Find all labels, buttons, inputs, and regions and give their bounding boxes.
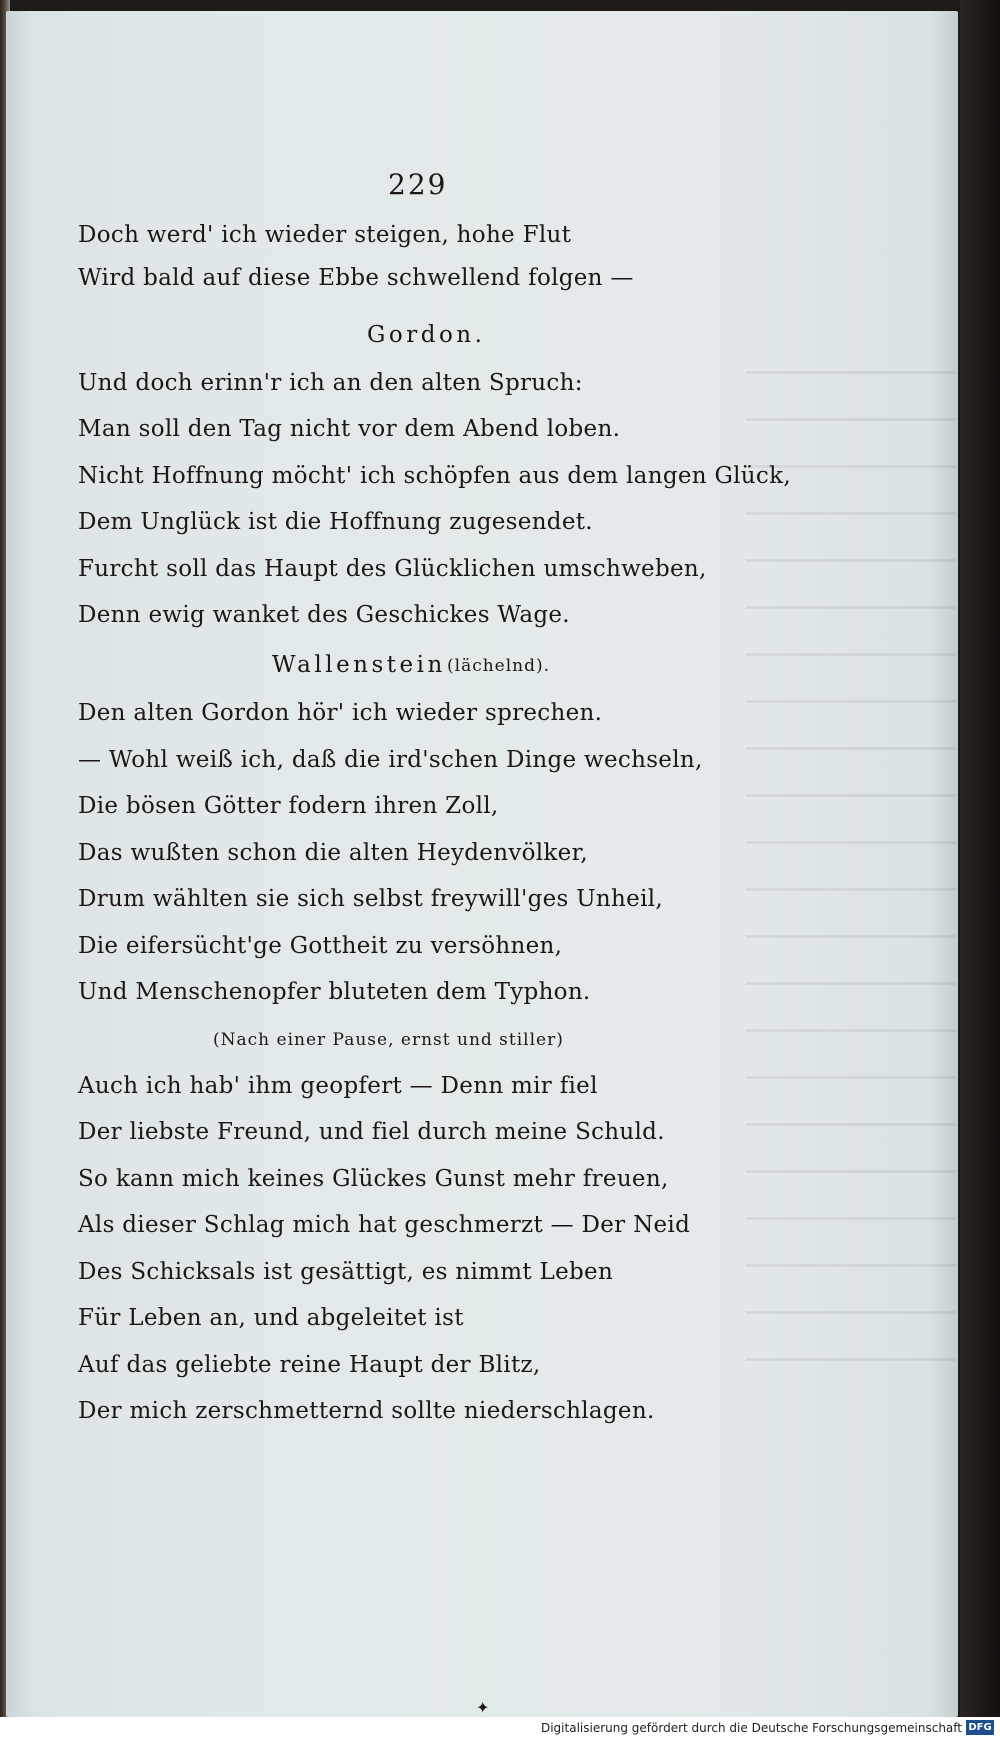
verse-line: Und Menschenopfer bluteten dem Typhon. — [78, 979, 591, 1005]
verse-line: Drum wählten sie sich selbst freywill'ges Unheil, — [78, 886, 663, 912]
verse-line: Doch werd' ich wieder steigen, hohe Flut — [78, 222, 572, 248]
verse-line: Wird bald auf diese Ebbe schwellend folgen — — [78, 265, 634, 291]
verse-line: Denn ewig wanket des Geschickes Wage. — [78, 602, 570, 628]
verse-line: Man soll den Tag nicht vor dem Abend loben. — [78, 416, 621, 442]
funding-credit: Digitalisierung gefördert durch die Deutsche Forschungsgemeinschaft — [540, 1721, 962, 1735]
verse-line: Furcht soll das Haupt des Glücklichen umschweben, — [78, 556, 707, 582]
stage-direction: (lächelnd). — [447, 656, 551, 676]
stage-direction: (Nach einer Pause, ernst und stiller) — [213, 1030, 564, 1050]
verse-line: Das wußten schon die alten Heydenvölker, — [78, 840, 588, 866]
verse-line: Die bösen Götter fodern ihren Zoll, — [78, 793, 499, 819]
verse-line: Für Leben an, und abgeleitet ist — [78, 1305, 464, 1331]
footer-bar — [0, 1717, 1000, 1739]
verse-line: Des Schicksals ist gesättigt, es nimmt Leben — [78, 1259, 614, 1285]
speaker-gordon: Gordon. — [367, 322, 486, 348]
verse-line: Auch ich hab' ihm geopfert — Denn mir fiel — [78, 1073, 598, 1099]
speaker-wallenstein: Wallenstein — [272, 652, 446, 678]
verse-line: Und doch erinn'r ich an den alten Spruch: — [78, 370, 583, 396]
page-number: 229 — [388, 168, 448, 201]
verse-line: Nicht Hoffnung möcht' ich schöpfen aus dem langen Glück, — [78, 463, 791, 489]
verse-line: Auf das geliebte reine Haupt der Blitz, — [78, 1352, 541, 1378]
verse-line: So kann mich keines Glückes Gunst mehr freuen, — [78, 1166, 669, 1192]
verse-line: — Wohl weiß ich, daß die ird'schen Dinge wechseln, — [78, 747, 703, 773]
page-edge-right — [960, 0, 1000, 1739]
verse-line: Den alten Gordon hör' ich wieder sprechen. — [78, 700, 603, 726]
dfg-logo: DFG — [966, 1720, 994, 1735]
verse-line: Als dieser Schlag mich hat geschmerzt — Der Neid — [78, 1212, 691, 1238]
printer-mark: ✦ — [476, 1698, 490, 1717]
verse-line: Der mich zerschmetternd sollte niederschlagen. — [78, 1398, 655, 1424]
verse-line: Dem Unglück ist die Hoffnung zugesendet. — [78, 509, 593, 535]
verse-line: Der liebste Freund, und fiel durch meine Schuld. — [78, 1119, 665, 1145]
verse-line: Die eifersücht'ge Gottheit zu versöhnen, — [78, 933, 563, 959]
show-through — [746, 371, 956, 1371]
